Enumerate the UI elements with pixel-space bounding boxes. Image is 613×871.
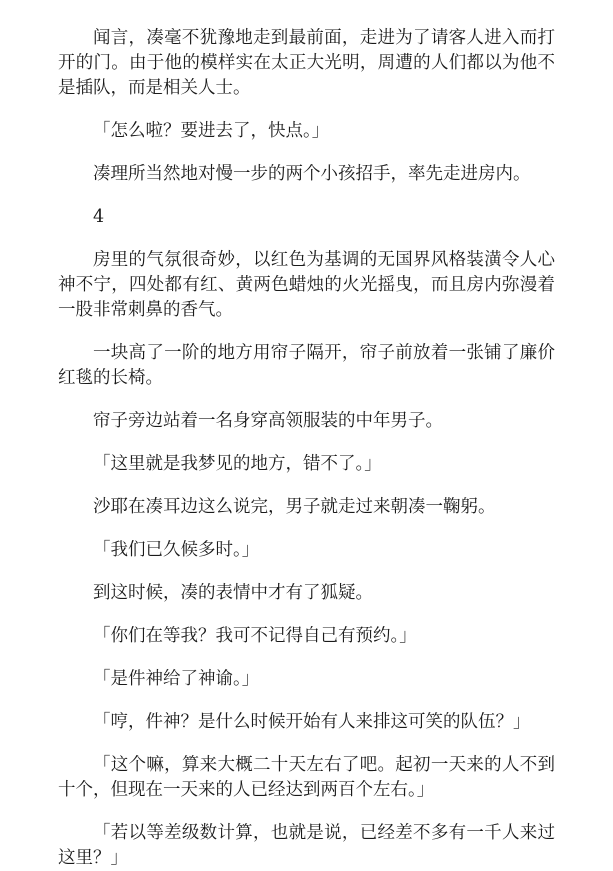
paragraph-15: 「这个嘛，算来大概二十天左右了吧。起初一天来的人不到十个，但现在一天来的人已经达到两百个左右。」 [58,755,555,800]
paragraph-9: 沙耶在凑耳边这么说完，男子就走过来朝凑一鞠躬。 [93,497,496,517]
section-number: 4 [93,207,105,227]
paragraph-12: 「你们在等我？我可不记得自己有预约。」 [93,626,417,646]
paragraph-8: 「这里就是我梦见的地方，错不了。」 [93,454,382,474]
paragraph-11: 到这时候，凑的表情中才有了狐疑。 [93,583,373,603]
paragraph-5: 房里的气氛很奇妙，以红色为基调的无国界风格装潢令人心神不宁，四处都有红、黄两色蜡烛的火光摇曳，而且房内弥漫着一股非常刺鼻的香气。 [58,250,555,320]
paragraph-7: 帘子旁边站着一名身穿高领服装的中年男子。 [93,411,443,431]
paragraph-14: 「哼，件神？是什么时候开始有人来排这可笑的队伍？」 [93,712,531,732]
paragraph-6: 一块高了一阶的地方用帘子隔开，帘子前放着一张铺了廉价红毯的长椅。 [58,343,555,388]
paragraph-10: 「我们已久候多时。」 [93,540,260,560]
paragraph-1: 闻言，凑毫不犹豫地走到最前面，走进为了请客人进入而打开的门。由于他的模样实在太正大光明，周遭的人们都以为他不是插队，而是相关人士。 [58,28,555,98]
paragraph-13: 「是件神给了神谕。」 [93,669,260,689]
paragraph-2: 「怎么啦？要进去了，快点。」 [93,121,330,141]
paragraph-3: 凑理所当然地对慢一步的两个小孩招手，率先走进房内。 [93,164,531,184]
paragraph-16: 「若以等差级数计算，也就是说，已经差不多有一千人来过这里？」 [58,823,555,868]
